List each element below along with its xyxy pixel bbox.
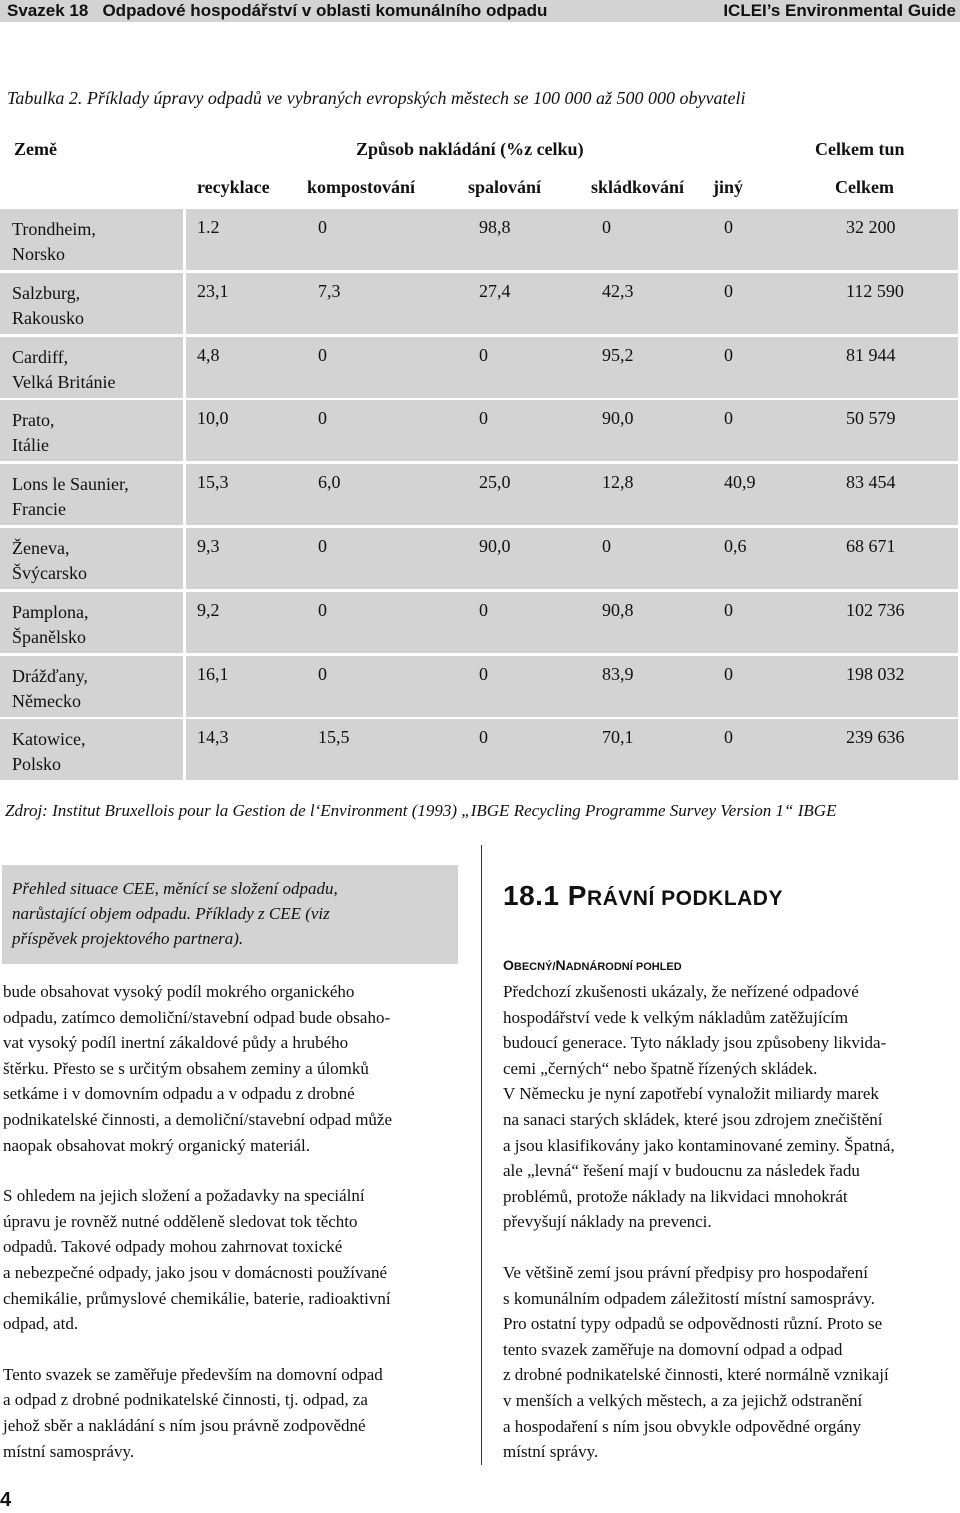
text-line: S ohledem na jejich složení a požadavky na speciální: [3, 1186, 365, 1206]
row-values: [186, 592, 958, 653]
city-name: Drážďany,: [12, 665, 88, 686]
text-line: úpravu je rovněž nutné odděleně sledovat tok těchto: [3, 1211, 358, 1231]
table-cell: 0: [724, 280, 733, 301]
city-name: Prato,: [12, 410, 55, 431]
table-cell: 68 671: [846, 536, 896, 556]
text-line: jehož sběr a nakládání s ním jsou právně zodpovědné: [3, 1415, 366, 1435]
paragraph: [503, 1260, 960, 1465]
table-cell: 50 579: [846, 408, 896, 429]
table-cell: 27,4: [479, 280, 511, 301]
table-cell: 98,8: [479, 217, 511, 237]
table-cell: 1.2: [197, 217, 220, 237]
table-cell: 7,3: [318, 280, 341, 301]
table-cell: 12,8: [602, 472, 634, 493]
table-cell: 9,2: [197, 599, 220, 620]
row-city: [0, 464, 183, 525]
row-city: [0, 209, 183, 270]
text-line: podnikatelské činnosti, a demoliční/stavební odpad může: [3, 1109, 393, 1129]
subheader-incineration: spalování: [468, 177, 542, 197]
table-cell: 90,0: [602, 408, 634, 429]
table-cell: 0: [724, 599, 733, 620]
table-source: Zdroj: Institut Bruxellois pour la Gestion de l‘Environment (1993) „IBGE Recycling Programme Survey Version 1“ IBGE: [5, 801, 837, 820]
sidebar-note-line: Přehled situace CEE, měnící se složení odpadu,: [12, 879, 338, 898]
row-city: [0, 656, 183, 717]
country-name: Španělsko: [12, 626, 86, 647]
country-name: Francie: [12, 499, 66, 520]
country-name: Rakousko: [12, 307, 84, 328]
table-cell: 239 636: [846, 727, 905, 748]
country-name: Německo: [12, 690, 81, 711]
city-name: Pamplona,: [12, 601, 89, 622]
sidebar-note: [2, 865, 458, 964]
row-values: [186, 337, 958, 398]
text-line: v menších a velkých městech, a za jejichž odstranění: [503, 1390, 863, 1410]
table-row: [0, 592, 958, 653]
table-cell: 102 736: [846, 599, 905, 620]
table-cell: 16,1: [197, 663, 229, 684]
row-city: [0, 337, 183, 398]
col-header-country: Země: [14, 139, 57, 159]
table-cell: 0: [724, 663, 733, 684]
text-line: Předchozí zkušenosti ukázaly, že neřízené odpadové: [503, 982, 859, 1001]
text-line: budoucí generace. Tyto náklady jsou způsobeny likvida-: [503, 1033, 887, 1053]
row-values: [186, 528, 958, 589]
row-values: [186, 656, 958, 717]
table-cell: 81 944: [846, 344, 896, 365]
row-values: [186, 273, 958, 334]
col-header-method: Způsob nakládání (%z celku): [356, 139, 584, 159]
table-cell: 0: [318, 536, 327, 556]
text-line: Ve většině zemí jsou právní předpisy pro hospodaření: [503, 1262, 868, 1282]
text-line: hospodářství vede k velkým nákladům zatěžujícím: [503, 1007, 849, 1027]
country-name: Norsko: [12, 244, 65, 264]
country-name: Velká Británie: [12, 371, 116, 392]
section-title-initial: P: [567, 880, 587, 911]
paragraph: [503, 979, 960, 1235]
table-cell: 0: [318, 408, 327, 429]
table-cell: 15,5: [318, 727, 350, 748]
text-line: s komunálním odpadem záležitostí místní samosprávy.: [503, 1288, 875, 1308]
text-line: a odpad z drobné podnikatelské činnosti, tj. odpad, za: [3, 1390, 368, 1410]
table-cell: 23,1: [197, 280, 229, 301]
text-line: štěrku. Přesto se s určitým obsahem zeminy a úlomků: [3, 1058, 369, 1078]
country-name: Polsko: [12, 754, 62, 775]
page-number: 4: [0, 1489, 12, 1511]
row-city: [0, 719, 183, 780]
table-row: [0, 273, 958, 334]
row-city: [0, 528, 183, 589]
row-city: [0, 273, 183, 334]
text-line: na sanaci starých skládek, které jsou zdrojem znečištění: [503, 1109, 883, 1129]
row-values: [186, 400, 958, 461]
table-row: [0, 464, 958, 525]
paragraph: [3, 1183, 473, 1337]
paragraph: [3, 1362, 473, 1464]
row-values: [186, 209, 958, 270]
table-cell: 0: [318, 344, 327, 365]
section-heading: [503, 880, 783, 912]
table-cell: 15,3: [197, 472, 229, 493]
header-guide-name: ICLEI’s Environmental Guide: [723, 1, 956, 20]
table-cell: 90,8: [602, 599, 634, 620]
city-name: Katowice,: [12, 729, 86, 750]
table-cell: 14,3: [197, 727, 229, 748]
text-line: setkáme i v domovním odpadu a v odpadu z drobné: [3, 1084, 355, 1104]
table-cell: 0: [724, 217, 733, 237]
city-name: Cardiff,: [12, 346, 69, 367]
subheader-total: Celkem: [835, 177, 894, 197]
table-cell: 0: [479, 599, 488, 620]
text-line: místní správy.: [503, 1442, 599, 1462]
table-row: [0, 400, 958, 461]
col-header-total: Celkem tun: [815, 139, 905, 159]
left-column-text: [3, 979, 473, 1489]
table-cell: 83 454: [846, 472, 896, 493]
text-line: odpadů. Takové odpady mohou zahrnovat toxické: [3, 1237, 343, 1257]
sidebar-note-line: narůstající objem odpadu. Příklady z CEE (viz: [12, 904, 330, 923]
subsection-heading: [503, 957, 682, 973]
text-line: odpad, atd.: [3, 1314, 79, 1334]
table-row: [0, 528, 958, 589]
table-cell: 25,0: [479, 472, 511, 493]
table-cell: 4,8: [197, 344, 220, 365]
text-line: tento svazek zaměřuje na domovní odpad a odpad: [503, 1339, 843, 1359]
table-cell: 0: [724, 344, 733, 365]
section-title-rest: RÁVNÍ PODKLADY: [586, 887, 783, 910]
row-city: [0, 592, 183, 653]
table-row: [0, 337, 958, 398]
text-line: naopak obsahovat mokrý organický materiál.: [3, 1135, 311, 1155]
city-name: Lons le Saunier,: [12, 474, 129, 495]
table-cell: 9,3: [197, 536, 220, 556]
table-cell: 0: [318, 663, 327, 684]
table-cell: 0: [479, 727, 488, 748]
table-caption: Tabulka 2. Příklady úpravy odpadů ve vybraných evropských městech se 100 000 až 500 000 obyvateli: [7, 88, 746, 108]
text-line: a jsou klasifikovány jako kontaminované zeminy. Špatná,: [503, 1135, 895, 1155]
table-row: [0, 656, 958, 717]
subhead-part: O: [503, 957, 514, 973]
table-row: [0, 209, 958, 270]
table-cell: 198 032: [846, 663, 905, 684]
table-row: [0, 719, 958, 780]
text-line: problémů, protože náklady na likvidaci mnohokrát: [503, 1186, 848, 1206]
header-volume-title: Svazek 18 Odpadové hospodářství v oblasti komunálního odpadu: [7, 1, 548, 20]
table-cell: 0: [724, 408, 733, 429]
subheader-landfill: skládkování: [591, 177, 685, 197]
row-values: [186, 719, 958, 780]
subheader-recycling: recyklace: [197, 177, 270, 197]
subheader-composting: kompostování: [307, 177, 416, 197]
running-header: [0, 0, 960, 22]
table-cell: 10,0: [197, 408, 229, 429]
subhead-part: BECNÝ/: [513, 961, 556, 973]
row-values: [186, 464, 958, 525]
table-cell: 95,2: [602, 344, 634, 365]
table-cell: 70,1: [602, 727, 634, 748]
country-name: Švýcarsko: [12, 563, 87, 583]
column-divider: [481, 845, 482, 1465]
section-number: 18.1: [503, 880, 560, 911]
table-cell: 0: [724, 727, 733, 748]
sidebar-note-line: příspěvek projektového partnera).: [12, 929, 244, 948]
text-line: převyšují náklady na prevenci.: [503, 1212, 712, 1232]
city-name: Ženeva,: [12, 538, 70, 558]
text-line: ale „levná“ řešení mají v budoucnu za následek řadu: [503, 1161, 860, 1181]
city-name: Trondheim,: [12, 219, 96, 239]
table-cell: 6,0: [318, 472, 341, 493]
text-line: Tento svazek se zaměřuje především na domovní odpad: [3, 1364, 383, 1384]
right-column-text: [503, 979, 960, 1490]
text-line: a hospodaření s ním jsou obvykle odpovědné orgány: [503, 1416, 862, 1436]
text-line: V Německu je nyní zapotřebí vynaložit miliardy marek: [503, 1084, 879, 1104]
city-name: Salzburg,: [12, 282, 81, 303]
table-cell: 32 200: [846, 217, 896, 237]
text-line: odpadu, zatímco demoliční/stavební odpad bude obsaho-: [3, 1007, 391, 1027]
table-cell: 90,0: [479, 536, 511, 556]
text-line: cemi „černých“ nebo špatně řízených skládek.: [503, 1058, 818, 1078]
text-line: vat vysoký podíl inertní zákaldové půdy a hrubého: [3, 1033, 349, 1053]
table-cell: 0: [318, 599, 327, 620]
table-cell: 42,3: [602, 280, 634, 301]
text-line: a nebezpečné odpady, jako jsou v domácnosti používané: [3, 1262, 388, 1282]
text-line: z drobné podnikatelské činnosti, které normálně vznikají: [503, 1365, 889, 1385]
paragraph: [3, 979, 473, 1158]
subheader-other: jiný: [713, 177, 744, 197]
text-line: Pro ostatní typy odpadů se odpovědnosti různí. Proto se: [503, 1314, 883, 1334]
table-cell: 0: [479, 344, 488, 365]
table-cell: 83,9: [602, 663, 634, 684]
text-line: místní samosprávy.: [3, 1441, 135, 1461]
text-line: chemikálie, průmyslové chemikálie, baterie, radioaktivní: [3, 1288, 391, 1308]
country-name: Itálie: [12, 435, 49, 456]
row-city: [0, 400, 183, 461]
table-cell: 0: [602, 536, 611, 556]
subhead-part: ADNÁRODNÍ POHLED: [565, 961, 682, 973]
table-cell: 0: [318, 217, 327, 237]
table-cell: 0: [479, 408, 488, 429]
table-cell: 112 590: [846, 280, 904, 301]
table-cell: 0,6: [724, 536, 747, 556]
subhead-part: N: [555, 957, 566, 973]
table-cell: 0: [479, 663, 488, 684]
table-cell: 40,9: [724, 472, 756, 493]
table-cell: 0: [602, 217, 611, 237]
text-line: bude obsahovat vysoký podíl mokrého organického: [3, 982, 355, 1001]
